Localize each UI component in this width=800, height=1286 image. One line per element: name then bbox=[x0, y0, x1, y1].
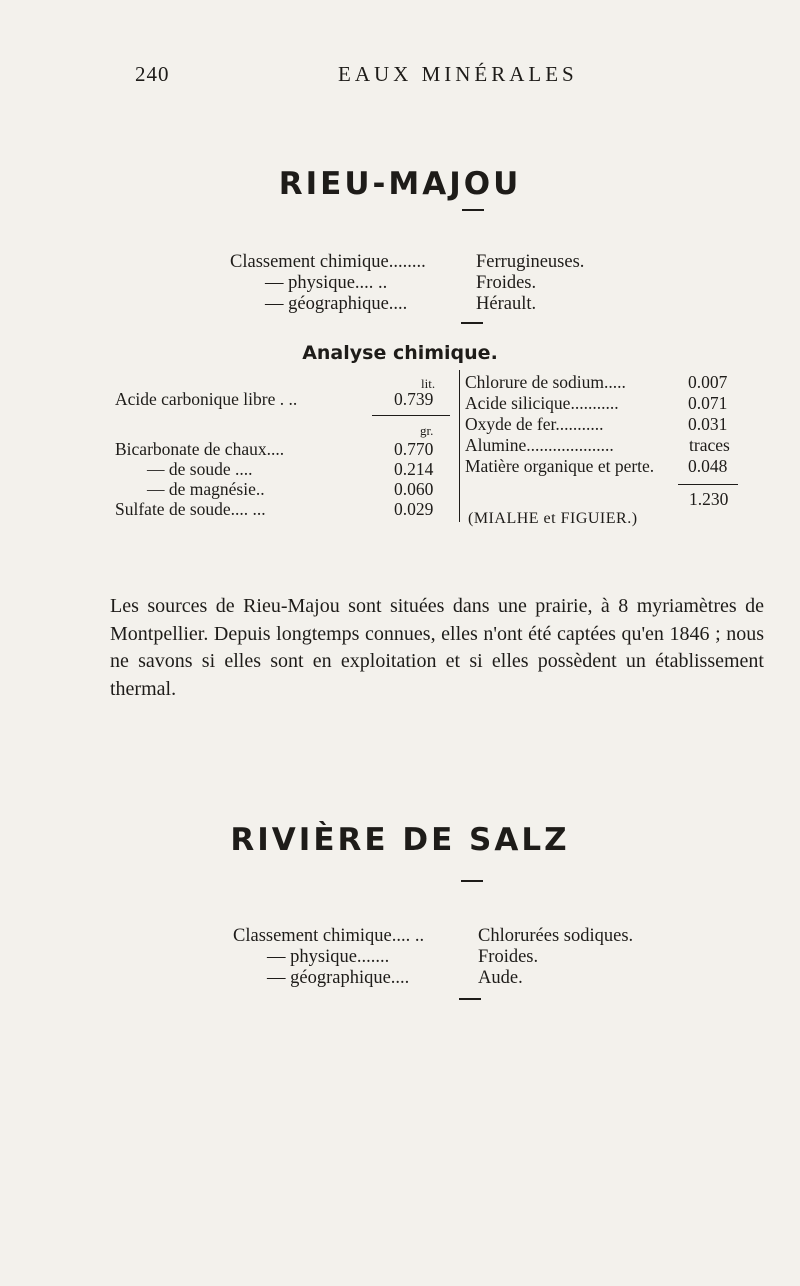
analysis-authors: (MIALHE et FIGUIER.) bbox=[468, 510, 638, 527]
classement-value: Aude. bbox=[478, 968, 523, 988]
analysis-value: traces bbox=[689, 435, 730, 455]
analysis-value: 0.007 bbox=[688, 372, 728, 392]
classement-row bbox=[233, 926, 693, 947]
classement-row bbox=[233, 947, 693, 968]
classement-label: — géographique.... bbox=[265, 294, 408, 314]
classement-value: Chlorurées sodiques. bbox=[478, 926, 634, 946]
analysis-label: Bicarbonate de chaux.... bbox=[115, 439, 285, 459]
classement-value: Froides. bbox=[476, 273, 537, 293]
classement-value: Ferrugineuses. bbox=[476, 252, 585, 272]
rule bbox=[372, 415, 450, 416]
classement-value: Froides. bbox=[478, 947, 539, 967]
analysis-value: 0.770 bbox=[394, 439, 434, 459]
section-title-riviere-de-salz: RIVIÈRE DE SALZ bbox=[230, 822, 570, 858]
page-number: 240 bbox=[135, 62, 170, 86]
analysis-value: 0.060 bbox=[394, 479, 434, 499]
analysis-value: 0.048 bbox=[688, 456, 728, 476]
analysis-value: 0.031 bbox=[688, 414, 728, 434]
section-title-rieu-majou: RIEU-MAJOU bbox=[278, 166, 522, 202]
column-divider bbox=[459, 370, 460, 522]
analysis-label: Matière organique et perte. bbox=[465, 456, 655, 476]
analysis-label: Alumine.................... bbox=[465, 435, 614, 455]
classement-label: Classement chimique.... .. bbox=[233, 926, 425, 946]
unit-label: gr. bbox=[420, 423, 434, 438]
analysis-value: 0.029 bbox=[394, 499, 434, 519]
rule bbox=[678, 484, 738, 485]
analysis-total: 1.230 bbox=[689, 489, 729, 509]
classement-label: — géographique.... bbox=[267, 968, 410, 988]
divider bbox=[461, 880, 483, 882]
analysis-title: Analyse chimique. bbox=[302, 342, 498, 364]
analysis-label: — de magnésie.. bbox=[147, 479, 265, 499]
analysis-label: Acide carbonique libre . .. bbox=[115, 389, 298, 409]
analysis-label: Acide silicique........... bbox=[465, 393, 619, 413]
description-paragraph: Les sources de Rieu-Majou sont situées dans une prairie, à 8 myriamètres de Montpellier. Depuis longtemps connues, elles n'ont été captées qu'en 1846 ; nous ne savons si elles sont en exploitation et si elles possèdent un établissement thermal. bbox=[110, 595, 764, 700]
analysis-value: 0.214 bbox=[394, 459, 434, 479]
classement-value: Hérault. bbox=[476, 294, 537, 314]
classement-label: Classement chimique........ bbox=[230, 252, 426, 272]
analysis-label: — de soude .... bbox=[147, 459, 253, 479]
classement-row bbox=[233, 968, 693, 989]
analysis-label: Chlorure de sodium..... bbox=[465, 372, 626, 392]
analysis-label: Oxyde de fer........... bbox=[465, 414, 604, 434]
analysis-label: Sulfate de soude.... ... bbox=[115, 499, 266, 519]
divider bbox=[459, 998, 481, 1000]
classement-label: — physique.... .. bbox=[265, 273, 388, 293]
analysis-value: 0.739 bbox=[394, 389, 434, 409]
analysis-value: 0.071 bbox=[688, 393, 728, 413]
classement-block bbox=[233, 926, 693, 989]
running-title: EAUX MINÉRALES bbox=[338, 62, 578, 86]
classement-label: — physique....... bbox=[267, 947, 390, 967]
unit-label: lit. bbox=[421, 376, 436, 391]
